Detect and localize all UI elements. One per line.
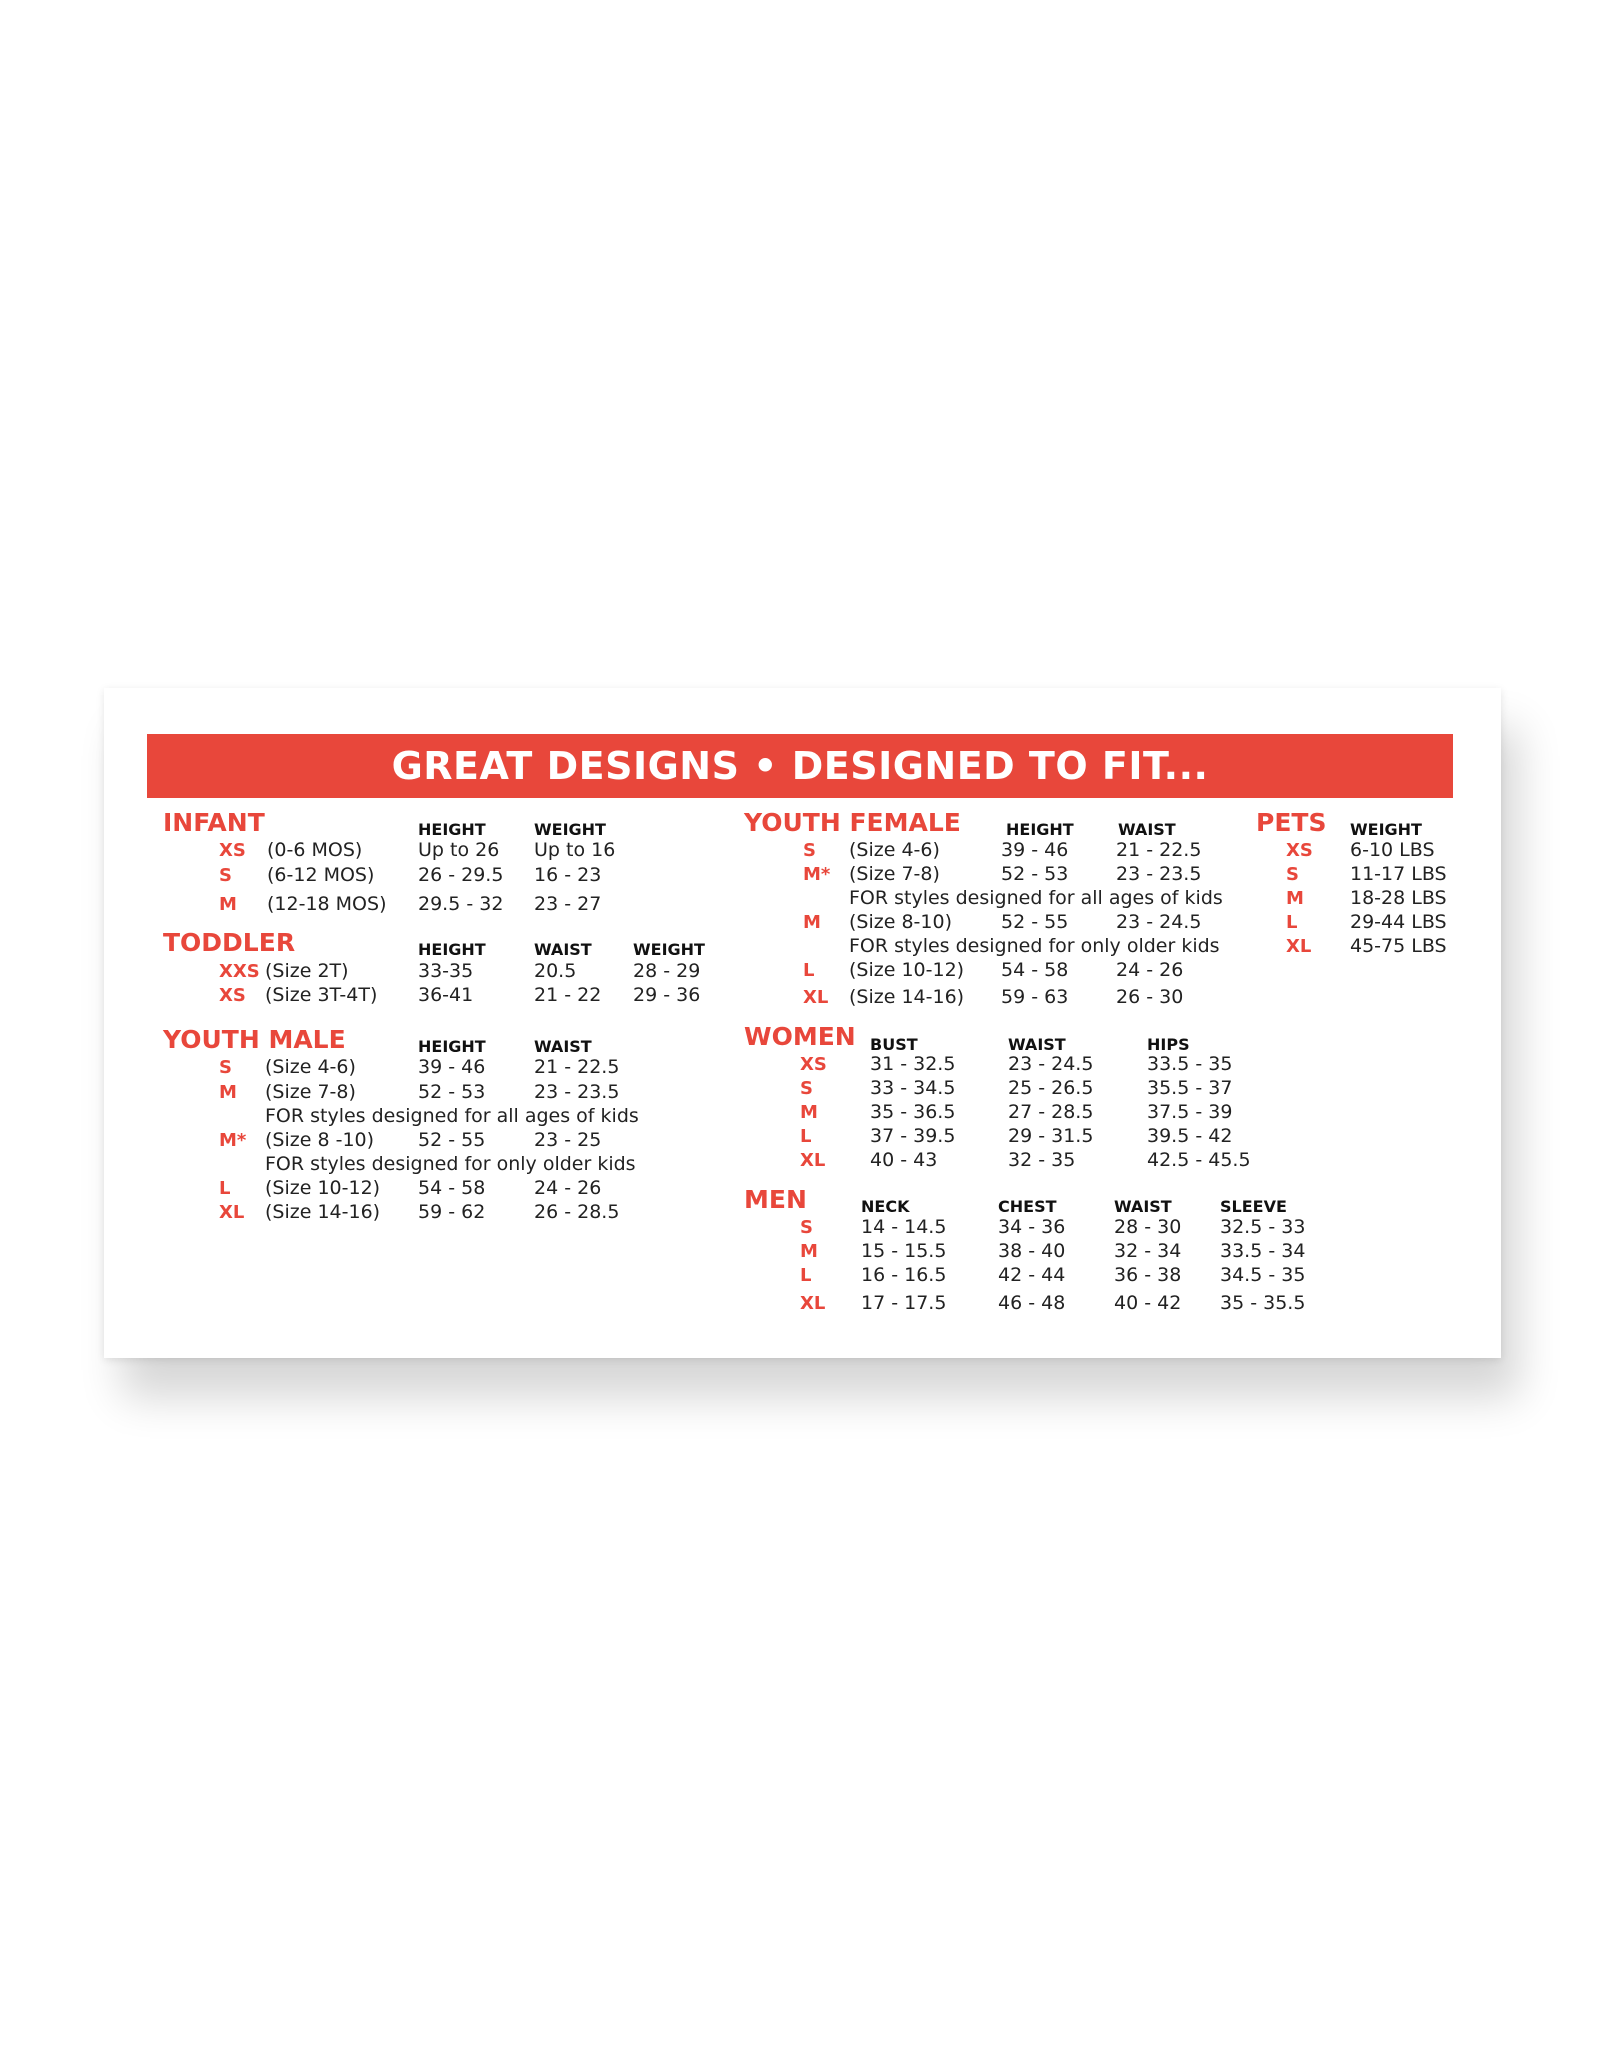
youth-female-desc: (Size 7-8): [849, 863, 940, 885]
women-waist: 23 - 24.5: [1008, 1053, 1094, 1075]
men-waist: 40 - 42: [1114, 1292, 1182, 1314]
toddler-header-waist: WAIST: [534, 940, 592, 959]
men-neck: 17 - 17.5: [861, 1292, 947, 1314]
youth-female-height: 59 - 63: [1001, 986, 1069, 1008]
men-size: M: [800, 1241, 818, 1262]
youth-female-waist: 21 - 22.5: [1116, 839, 1202, 861]
youth-female-waist: 24 - 26: [1116, 959, 1184, 981]
toddler-weight: 28 - 29: [633, 960, 701, 982]
youth-male-height: 54 - 58: [418, 1177, 486, 1199]
women-bust: 35 - 36.5: [870, 1101, 956, 1123]
men-header-sleeve: SLEEVE: [1220, 1197, 1287, 1216]
men-neck: 14 - 14.5: [861, 1216, 947, 1238]
toddler-title: TODDLER: [163, 928, 296, 957]
infant-desc: (6-12 MOS): [267, 864, 375, 886]
infant-weight: Up to 16: [534, 839, 616, 861]
youth-female-waist: 23 - 24.5: [1116, 911, 1202, 933]
youth-male-waist: 21 - 22.5: [534, 1056, 620, 1078]
pets-title: PETS: [1256, 808, 1327, 837]
youth-male-height: 52 - 55: [418, 1129, 486, 1151]
women-size: L: [800, 1126, 812, 1147]
infant-desc: (12-18 MOS): [267, 893, 387, 915]
men-neck: 15 - 15.5: [861, 1240, 947, 1262]
toddler-header-weight: WEIGHT: [633, 940, 705, 959]
men-size: L: [800, 1265, 812, 1286]
women-hips: 39.5 - 42: [1147, 1125, 1233, 1147]
men-waist: 32 - 34: [1114, 1240, 1182, 1262]
banner-title: GREAT DESIGNS • DESIGNED TO FIT...: [147, 734, 1453, 798]
infant-height: 26 - 29.5: [418, 864, 504, 886]
youth-male-desc: (Size 10-12): [265, 1177, 381, 1199]
youth-male-note-all: FOR styles designed for all ages of kids: [265, 1105, 639, 1127]
men-title: MEN: [744, 1185, 807, 1214]
youth-female-desc: (Size 10-12): [849, 959, 965, 981]
toddler-header-height: HEIGHT: [418, 940, 486, 959]
youth-male-header-waist: WAIST: [534, 1037, 592, 1056]
women-size: S: [800, 1078, 813, 1099]
youth-female-waist: 26 - 30: [1116, 986, 1184, 1008]
youth-female-note-all: FOR styles designed for all ages of kids: [849, 887, 1223, 909]
pets-size: XL: [1286, 936, 1312, 957]
pets-weight: 18-28 LBS: [1350, 887, 1447, 909]
men-sleeve: 32.5 - 33: [1220, 1216, 1306, 1238]
youth-female-size: XL: [803, 987, 829, 1008]
infant-size: S: [219, 865, 232, 886]
youth-male-size: M*: [219, 1130, 247, 1151]
toddler-size: XS: [219, 985, 246, 1006]
men-size: S: [800, 1217, 813, 1238]
infant-header-height: HEIGHT: [418, 820, 486, 839]
youth-male-waist: 24 - 26: [534, 1177, 602, 1199]
youth-female-desc: (Size 14-16): [849, 986, 965, 1008]
youth-male-waist: 23 - 23.5: [534, 1081, 620, 1103]
youth-male-desc: (Size 14-16): [265, 1201, 381, 1223]
women-size: XL: [800, 1150, 826, 1171]
women-title: WOMEN: [744, 1022, 856, 1051]
toddler-size: XXS: [219, 961, 260, 982]
youth-male-height: 59 - 62: [418, 1201, 486, 1223]
youth-female-height: 54 - 58: [1001, 959, 1069, 981]
youth-female-note-older: FOR styles designed for only older kids: [849, 935, 1220, 957]
infant-desc: (0-6 MOS): [267, 839, 363, 861]
men-header-chest: CHEST: [998, 1197, 1057, 1216]
women-size: XS: [800, 1054, 827, 1075]
youth-male-desc: (Size 4-6): [265, 1056, 356, 1078]
infant-height: Up to 26: [418, 839, 500, 861]
women-hips: 37.5 - 39: [1147, 1101, 1233, 1123]
infant-height: 29.5 - 32: [418, 893, 504, 915]
youth-male-size: M: [219, 1082, 237, 1103]
women-waist: 29 - 31.5: [1008, 1125, 1094, 1147]
youth-male-waist: 23 - 25: [534, 1129, 602, 1151]
youth-female-height: 52 - 55: [1001, 911, 1069, 933]
women-hips: 33.5 - 35: [1147, 1053, 1233, 1075]
toddler-weight: 29 - 36: [633, 984, 701, 1006]
youth-male-note-older: FOR styles designed for only older kids: [265, 1153, 636, 1175]
women-header-bust: BUST: [870, 1035, 918, 1054]
toddler-desc: (Size 3T-4T): [265, 984, 378, 1006]
women-bust: 40 - 43: [870, 1149, 938, 1171]
pets-weight: 29-44 LBS: [1350, 911, 1447, 933]
youth-female-title: YOUTH FEMALE: [744, 808, 961, 837]
youth-male-size: L: [219, 1178, 231, 1199]
women-hips: 35.5 - 37: [1147, 1077, 1233, 1099]
toddler-waist: 20.5: [534, 960, 577, 982]
youth-male-size: XL: [219, 1202, 245, 1223]
women-waist: 32 - 35: [1008, 1149, 1076, 1171]
men-header-waist: WAIST: [1114, 1197, 1172, 1216]
youth-female-height: 39 - 46: [1001, 839, 1069, 861]
toddler-waist: 21 - 22: [534, 984, 602, 1006]
infant-size: XS: [219, 840, 246, 861]
men-waist: 28 - 30: [1114, 1216, 1182, 1238]
youth-female-size: M*: [803, 864, 831, 885]
youth-female-size: M: [803, 912, 821, 933]
youth-female-size: L: [803, 960, 815, 981]
youth-female-height: 52 - 53: [1001, 863, 1069, 885]
infant-size: M: [219, 894, 237, 915]
youth-male-waist: 26 - 28.5: [534, 1201, 620, 1223]
pets-header-weight: WEIGHT: [1350, 820, 1422, 839]
pets-weight: 6-10 LBS: [1350, 839, 1435, 861]
infant-weight: 16 - 23: [534, 864, 602, 886]
women-size: M: [800, 1102, 818, 1123]
toddler-height: 33-35: [418, 960, 474, 982]
women-header-waist: WAIST: [1008, 1035, 1066, 1054]
youth-male-height: 39 - 46: [418, 1056, 486, 1078]
toddler-desc: (Size 2T): [265, 960, 349, 982]
youth-male-desc: (Size 7-8): [265, 1081, 356, 1103]
men-header-neck: NECK: [861, 1197, 910, 1216]
youth-female-size: S: [803, 840, 816, 861]
men-sleeve: 33.5 - 34: [1220, 1240, 1306, 1262]
pets-size: L: [1286, 912, 1298, 933]
men-size: XL: [800, 1293, 826, 1314]
women-waist: 25 - 26.5: [1008, 1077, 1094, 1099]
pets-weight: 11-17 LBS: [1350, 863, 1447, 885]
women-bust: 33 - 34.5: [870, 1077, 956, 1099]
youth-male-height: 52 - 53: [418, 1081, 486, 1103]
youth-male-size: S: [219, 1057, 232, 1078]
infant-title: INFANT: [163, 808, 265, 837]
men-waist: 36 - 38: [1114, 1264, 1182, 1286]
men-chest: 34 - 36: [998, 1216, 1066, 1238]
infant-weight: 23 - 27: [534, 893, 602, 915]
youth-female-header-height: HEIGHT: [1006, 820, 1074, 839]
youth-female-desc: (Size 8-10): [849, 911, 952, 933]
women-header-hips: HIPS: [1147, 1035, 1190, 1054]
men-neck: 16 - 16.5: [861, 1264, 947, 1286]
youth-male-header-height: HEIGHT: [418, 1037, 486, 1056]
pets-size: M: [1286, 888, 1304, 909]
men-chest: 38 - 40: [998, 1240, 1066, 1262]
youth-male-desc: (Size 8 -10): [265, 1129, 375, 1151]
men-sleeve: 34.5 - 35: [1220, 1264, 1306, 1286]
youth-female-desc: (Size 4-6): [849, 839, 940, 861]
pets-size: XS: [1286, 840, 1313, 861]
youth-male-title: YOUTH MALE: [163, 1025, 346, 1054]
women-hips: 42.5 - 45.5: [1147, 1149, 1251, 1171]
women-waist: 27 - 28.5: [1008, 1101, 1094, 1123]
toddler-height: 36-41: [418, 984, 474, 1006]
men-chest: 46 - 48: [998, 1292, 1066, 1314]
youth-female-waist: 23 - 23.5: [1116, 863, 1202, 885]
women-bust: 31 - 32.5: [870, 1053, 956, 1075]
pets-size: S: [1286, 864, 1299, 885]
men-chest: 42 - 44: [998, 1264, 1066, 1286]
infant-header-weight: WEIGHT: [534, 820, 606, 839]
pets-weight: 45-75 LBS: [1350, 935, 1447, 957]
women-bust: 37 - 39.5: [870, 1125, 956, 1147]
youth-female-header-waist: WAIST: [1118, 820, 1176, 839]
men-sleeve: 35 - 35.5: [1220, 1292, 1306, 1314]
